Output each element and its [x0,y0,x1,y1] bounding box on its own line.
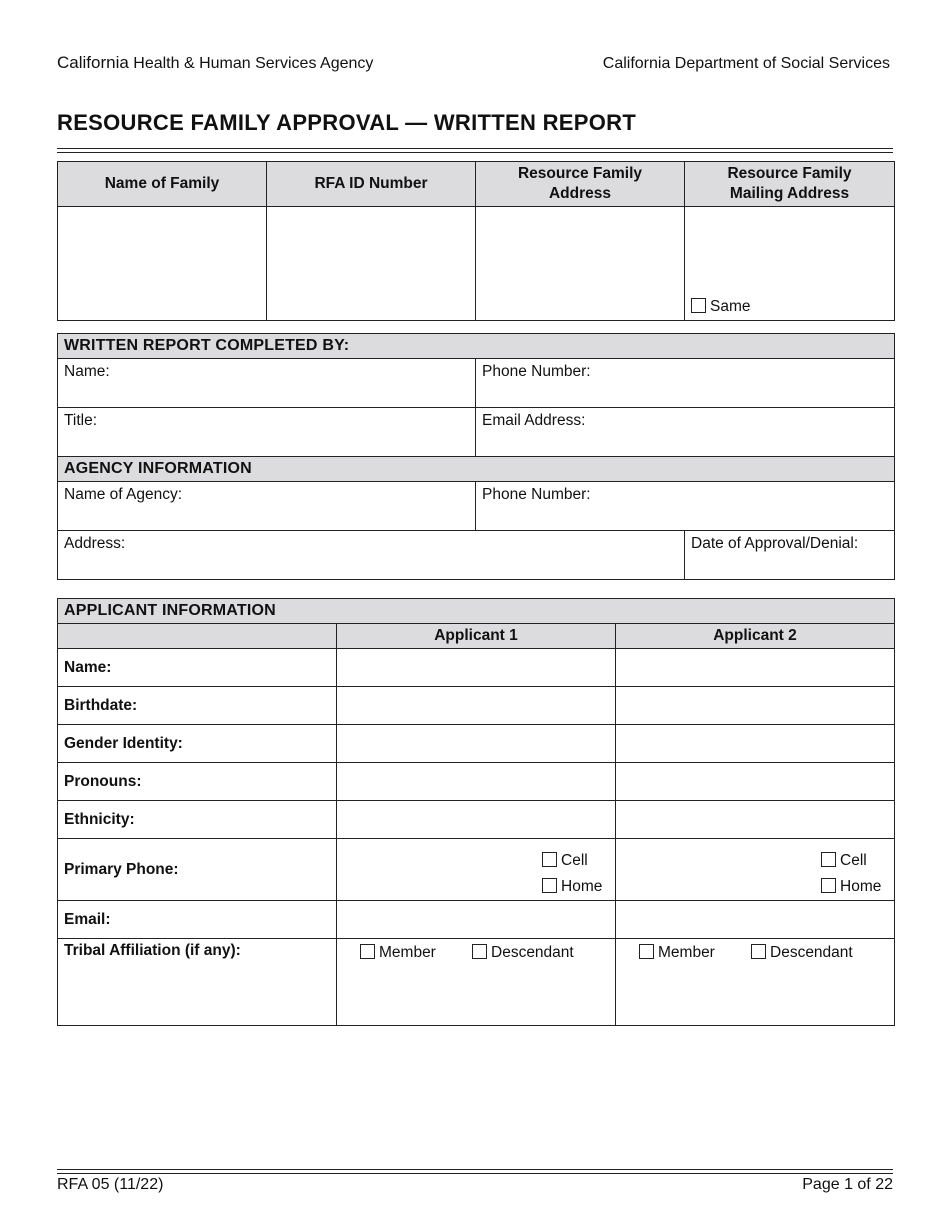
title-divider [57,148,893,149]
applicant1-home-checkbox[interactable] [542,878,557,893]
applicant2-cell-checkbox[interactable] [821,852,836,867]
row-label-gender: Gender Identity: [58,725,337,763]
applicant2-ethnicity-field[interactable] [616,801,895,839]
row-label-ethnicity: Ethnicity: [58,801,337,839]
department-name: California Department of Social Services [602,55,890,72]
completed-by-email-label: Email Address: [482,412,586,429]
applicant1-phone-options [542,848,602,900]
agency-address-field[interactable] [58,531,685,580]
applicant1-cell-option [542,848,602,874]
row-label-email: Email: [58,901,337,939]
family-name-field[interactable] [58,207,267,321]
applicant1-member-label: Member [379,944,436,961]
form-id: RFA 05 (11/22) [57,1176,164,1193]
applicant1-pronouns-field[interactable] [337,763,616,801]
agency-heading: AGENCY INFORMATION [58,457,895,482]
completed-by-phone-label: Phone Number: [482,363,591,380]
page-number: Page 1 of 22 [802,1176,893,1193]
agency-name-field[interactable] [58,482,476,531]
completed-by-email-field[interactable] [476,408,895,457]
agency-phone-label: Phone Number: [482,486,591,503]
col-family-address-l2: Address [548,185,612,202]
approval-date-label: Date of Approval/Denial: [691,535,859,552]
applicant1-descendant-label: Descendant [491,944,574,961]
same-label: Same [710,298,751,315]
applicant2-phone-options [821,848,881,900]
applicant1-email-field[interactable] [337,901,616,939]
col-mailing-address-l1: Resource Family [727,165,852,182]
completed-by-phone-field[interactable] [476,359,895,408]
row-label-name: Name: [58,649,337,687]
completed-by-title-label: Title: [64,412,98,429]
col-rfa-id: RFA ID Number [267,162,476,207]
report-agency-table [57,333,895,580]
family-address-field[interactable] [476,207,685,321]
rfa-id-field[interactable] [267,207,476,321]
col-name-of-family: Name of Family [58,162,267,207]
applicant2-name-field[interactable] [616,649,895,687]
applicant1-descendant-option [472,944,574,962]
page-title: RESOURCE FAMILY APPROVAL — WRITTEN REPORT [57,110,637,135]
applicant2-descendant-option [751,944,853,962]
title-divider-2 [57,152,893,153]
same-checkbox[interactable] [691,298,706,313]
applicant1-member-checkbox[interactable] [360,944,375,959]
applicant-corner [58,624,337,649]
applicant2-home-checkbox[interactable] [821,878,836,893]
col-mailing-address-l2: Mailing Address [729,185,850,202]
agency-phone-field[interactable] [476,482,895,531]
applicant1-cell-checkbox[interactable] [542,852,557,867]
applicant2-gender-field[interactable] [616,725,895,763]
applicant1-birthdate-field[interactable] [337,687,616,725]
col-family-address-l1: Resource Family [517,165,643,182]
applicant1-phone-field[interactable] [337,839,616,901]
applicant2-home-label: Home [840,878,882,895]
row-label-birthdate: Birthdate: [58,687,337,725]
family-table [57,161,895,321]
agency-name: Health & Human Services Agency [133,55,374,72]
applicant1-home-option [542,874,602,900]
applicant2-cell-label: Cell [840,852,867,869]
applicant1-tribal-field[interactable] [337,939,616,1026]
applicant2-pronouns-field[interactable] [616,763,895,801]
same-option [691,298,751,316]
applicant1-name-field[interactable] [337,649,616,687]
applicant2-descendant-checkbox[interactable] [751,944,766,959]
col-mailing-address [685,162,895,207]
agency-header [57,53,373,73]
completed-by-heading: WRITTEN REPORT COMPLETED BY: [58,334,895,359]
completed-by-title-field[interactable] [58,408,476,457]
applicant1-member-option [360,944,436,962]
applicant2-birthdate-field[interactable] [616,687,895,725]
completed-by-name-label: Name: [64,363,110,380]
row-label-phone: Primary Phone: [58,839,337,901]
applicant2-member-option [639,944,715,962]
applicant1-ethnicity-field[interactable] [337,801,616,839]
applicant2-tribal-field[interactable] [616,939,895,1026]
footer-divider-2 [57,1173,893,1174]
applicant-heading: APPLICANT INFORMATION [58,599,895,624]
applicant1-gender-field[interactable] [337,725,616,763]
row-label-tribal: Tribal Affiliation (if any): [58,939,337,1026]
applicant2-cell-option [821,848,881,874]
applicant2-member-label: Member [658,944,715,961]
applicant1-descendant-checkbox[interactable] [472,944,487,959]
col-family-address [476,162,685,207]
agency-name-label: Name of Agency: [64,486,183,503]
approval-date-field[interactable] [685,531,895,580]
agency-address-label: Address: [64,535,126,552]
col-applicant-1: Applicant 1 [337,624,616,649]
col-applicant-2: Applicant 2 [616,624,895,649]
mailing-address-field[interactable] [685,207,895,321]
footer-divider [57,1169,893,1170]
applicant2-email-field[interactable] [616,901,895,939]
state-name: California [57,53,129,72]
applicant1-cell-label: Cell [561,852,588,869]
applicant-table [57,598,895,1026]
applicant2-phone-field[interactable] [616,839,895,901]
completed-by-name-field[interactable] [58,359,476,408]
applicant2-member-checkbox[interactable] [639,944,654,959]
row-label-pronouns: Pronouns: [58,763,337,801]
applicant2-descendant-label: Descendant [770,944,853,961]
applicant1-home-label: Home [561,878,603,895]
applicant2-home-option [821,874,881,900]
